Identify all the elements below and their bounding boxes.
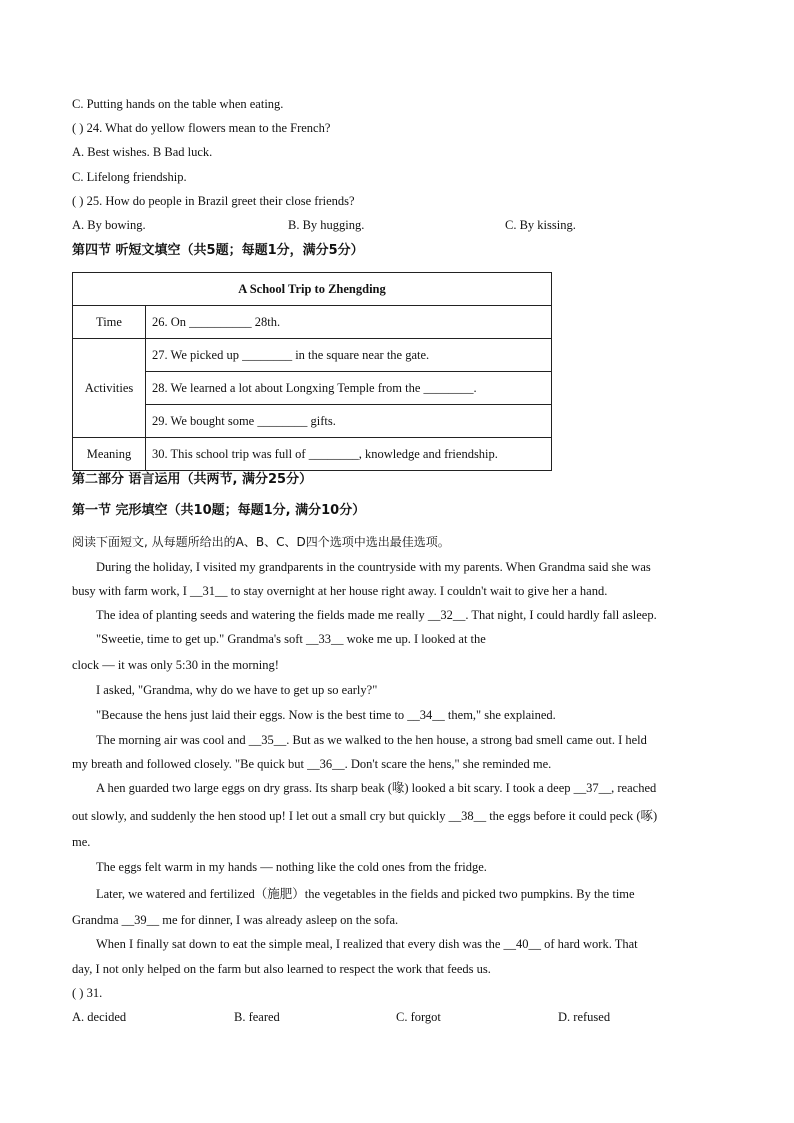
passage-line: day, I not only helped on the farm but also learned to respect the work that feeds us. (72, 962, 491, 976)
passage-line: busy with farm work, I __31__ to stay overnight at her house right away. I couldn't wait to give her a hand. (72, 584, 608, 598)
table-title: A School Trip to Zhengding (73, 273, 552, 306)
activities-label: Activities (73, 339, 146, 438)
passage-line: me. (72, 835, 91, 849)
q31-option-b: B. feared (234, 1010, 280, 1024)
q29-cell: 29. We bought some ________ gifts. (146, 405, 552, 438)
section4-heading: 第四节 听短文填空（共5题；每题1分，满分5分） (72, 243, 364, 258)
q27-cell: 27. We picked up ________ in the square near the gate. (146, 339, 552, 372)
q24-stem: ( ) 24. What do yellow flowers mean to the French? (72, 121, 331, 135)
time-label: Time (73, 306, 146, 339)
q30-cell: 30. This school trip was full of ________, knowledge and friendship. (146, 438, 552, 471)
passage-line: I asked, "Grandma, why do we have to get up so early?" (96, 683, 378, 697)
q31-stem: ( ) 31. (72, 986, 103, 1000)
passage-line: clock — it was only 5:30 in the morning! (72, 658, 279, 672)
q25-option-c: C. By kissing. (505, 218, 576, 232)
passage-line: When I finally sat down to eat the simple meal, I realized that every dish was the __40__ of hard work. That (96, 937, 638, 951)
q24-option-c: C. Lifelong friendship. (72, 170, 187, 184)
passage-line: During the holiday, I visited my grandparents in the countryside with my parents. When Grandma said she was (96, 560, 651, 574)
q26-cell: 26. On __________ 28th. (146, 306, 552, 339)
passage-line: "Because the hens just laid their eggs. Now is the best time to __34__ them," she explained. (96, 708, 556, 722)
part2-section1-heading: 第一节 完形填空（共10题；每题1分, 满分10分） (72, 503, 366, 518)
passage-line: The idea of planting seeds and watering the fields made me really __32__. That night, I could hardly fall asleep. (96, 608, 657, 622)
q28-cell: 28. We learned a lot about Longxing Temple from the ________. (146, 372, 552, 405)
q23-option-c: C. Putting hands on the table when eating. (72, 97, 284, 111)
passage-line: Later, we watered and fertilized（施肥）the vegetables in the fields and picked two pumpkins. By the time (96, 887, 635, 901)
trip-table (72, 272, 552, 471)
q31-option-c: C. forgot (396, 1010, 441, 1024)
q25-option-a: A. By bowing. (72, 218, 146, 232)
passage-line: "Sweetie, time to get up." Grandma's soft __33__ woke me up. I looked at the (96, 632, 486, 646)
q25-option-b: B. By hugging. (288, 218, 365, 232)
instruction: 阅读下面短文, 从每题所给出的A、B、C、D四个选项中选出最佳选项。 (72, 535, 450, 549)
passage-line: my breath and followed closely. "Be quick but __36__. Don't scare the hens," she reminded me. (72, 757, 552, 771)
q31-option-d: D. refused (558, 1010, 611, 1024)
passage-line: Grandma __39__ me for dinner, I was already asleep on the sofa. (72, 913, 399, 927)
passage-line: The eggs felt warm in my hands — nothing like the cold ones from the fridge. (96, 860, 487, 874)
meaning-label: Meaning (73, 438, 146, 471)
q25-stem: ( ) 25. How do people in Brazil greet their close friends? (72, 194, 355, 208)
passage-line: A hen guarded two large eggs on dry grass. Its sharp beak (喙) looked a bit scary. I took a deep __37__, reached (96, 781, 657, 795)
passage-line: out slowly, and suddenly the hen stood up! I let out a small cry but quickly __38__ the eggs before it could peck (啄) (72, 809, 658, 823)
q24-options-ab: A. Best wishes. B Bad luck. (72, 145, 213, 159)
q31-option-a: A. decided (72, 1010, 127, 1024)
passage-line: The morning air was cool and __35__. But as we walked to the hen house, a strong bad smell came out. I held (96, 733, 647, 747)
part2-heading: 第二部分 语言运用（共两节, 满分25分） (72, 472, 313, 487)
